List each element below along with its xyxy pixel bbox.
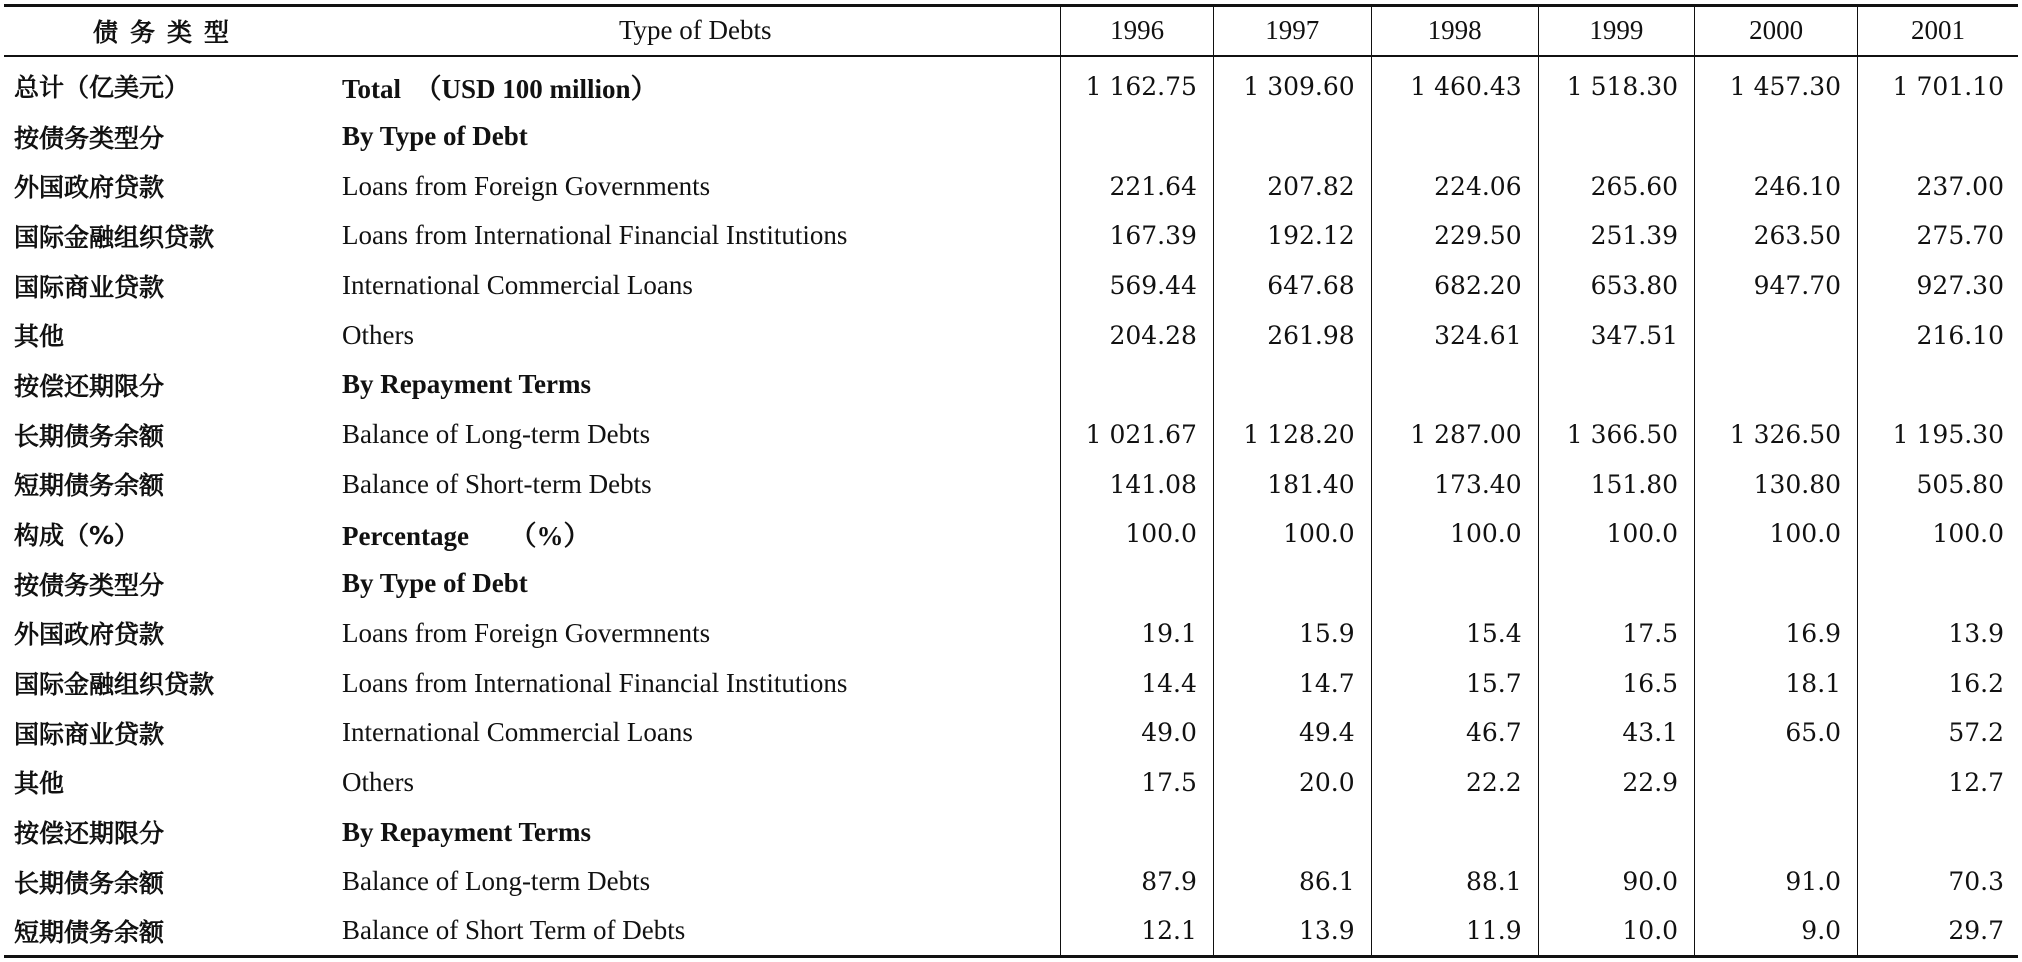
value-cell-1998: 88.1 [1371, 857, 1538, 907]
value-cell-1996: 49.0 [1061, 708, 1213, 758]
value-cell-1999 [1538, 559, 1694, 609]
header-row [4, 6, 2018, 56]
value-cell-2001: 16.2 [1858, 658, 2018, 708]
table-row [4, 161, 2018, 211]
value-cell-2001: 1 701.10 [1858, 56, 2018, 112]
value-cell-1996: 204.28 [1061, 310, 1213, 360]
row-label-en: Loans from International Financial Institutions [342, 667, 848, 698]
value-cell-1999: 17.5 [1538, 609, 1694, 659]
value-cell-1997: 49.4 [1213, 708, 1371, 758]
value-cell-1997 [1213, 360, 1371, 410]
value-cell-1997: 14.7 [1213, 658, 1371, 708]
value-cell-1997: 1 128.20 [1213, 410, 1371, 460]
row-label-en: Others [342, 319, 414, 350]
value-cell-1998 [1371, 559, 1538, 609]
value-cell-1998 [1371, 807, 1538, 857]
value-cell-2000: 16.9 [1695, 609, 1858, 659]
value-cell-2001: 216.10 [1858, 310, 2018, 360]
value-cell-1999: 151.80 [1538, 459, 1694, 509]
row-label-en: International Commercial Loans [342, 717, 693, 748]
row-label-en: Balance of Long-term Debts [342, 866, 651, 897]
value-cell-1999: 1 518.30 [1538, 56, 1694, 112]
table-row [4, 310, 2018, 360]
row-label-cn: 构成（%） [14, 520, 140, 550]
value-cell-2000 [1695, 112, 1858, 162]
value-cell-1997 [1213, 112, 1371, 162]
table-row [4, 410, 2018, 460]
table-row [4, 857, 2018, 907]
value-cell-1996: 1 162.75 [1061, 56, 1213, 112]
value-cell-1999: 265.60 [1538, 161, 1694, 211]
value-cell-1998: 1 287.00 [1371, 410, 1538, 460]
row-label-en: Balance of Long-term Debts [342, 419, 651, 450]
value-cell-2000: 18.1 [1695, 658, 1858, 708]
value-cell-1998: 15.4 [1371, 609, 1538, 659]
value-cell-2000 [1695, 807, 1858, 857]
header-year-2000: 2000 [1695, 6, 1858, 56]
value-cell-2001: 505.80 [1858, 459, 2018, 509]
header-type-en: Type of Debts [330, 6, 1061, 56]
header-year-2001: 2001 [1858, 6, 2018, 56]
row-label-en: Balance of Short-term Debts [342, 468, 652, 499]
value-cell-1998: 1 460.43 [1371, 56, 1538, 112]
row-label-en: By Repayment Terms [342, 369, 592, 400]
table-row [4, 261, 2018, 311]
value-cell-1998: 224.06 [1371, 161, 1538, 211]
value-cell-1996 [1061, 112, 1213, 162]
table-row [4, 807, 2018, 857]
value-cell-2000: 130.80 [1695, 459, 1858, 509]
value-cell-2001: 13.9 [1858, 609, 2018, 659]
value-cell-2000: 91.0 [1695, 857, 1858, 907]
value-cell-1997: 20.0 [1213, 758, 1371, 808]
value-cell-1999: 10.0 [1538, 907, 1694, 957]
value-cell-1996 [1061, 807, 1213, 857]
value-cell-2000 [1695, 758, 1858, 808]
value-cell-1999: 653.80 [1538, 261, 1694, 311]
table-body [4, 56, 2018, 957]
value-cell-1997: 86.1 [1213, 857, 1371, 907]
value-cell-1997: 261.98 [1213, 310, 1371, 360]
value-cell-1999: 22.9 [1538, 758, 1694, 808]
value-cell-2000: 9.0 [1695, 907, 1858, 957]
value-cell-1998: 229.50 [1371, 211, 1538, 261]
table-row [4, 211, 2018, 261]
value-cell-2000: 263.50 [1695, 211, 1858, 261]
value-cell-2001: 29.7 [1858, 907, 2018, 957]
value-cell-2000: 1 326.50 [1695, 410, 1858, 460]
value-cell-2001: 1 195.30 [1858, 410, 2018, 460]
value-cell-1996: 141.08 [1061, 459, 1213, 509]
value-cell-1997: 192.12 [1213, 211, 1371, 261]
value-cell-1996: 221.64 [1061, 161, 1213, 211]
row-label-en: Loans from International Financial Institutions [342, 220, 848, 251]
value-cell-2001 [1858, 112, 2018, 162]
value-cell-1996: 12.1 [1061, 907, 1213, 957]
row-label-cn: 其他 [14, 769, 65, 799]
value-cell-1998: 324.61 [1371, 310, 1538, 360]
row-label-en: International Commercial Loans [342, 270, 693, 301]
value-cell-1997 [1213, 807, 1371, 857]
value-cell-1998: 46.7 [1371, 708, 1538, 758]
table-row [4, 758, 2018, 808]
value-cell-1999 [1538, 360, 1694, 410]
table-row [4, 708, 2018, 758]
value-cell-1996: 14.4 [1061, 658, 1213, 708]
value-cell-1997: 1 309.60 [1213, 56, 1371, 112]
value-cell-1996 [1061, 360, 1213, 410]
value-cell-1996: 1 021.67 [1061, 410, 1213, 460]
value-cell-1996: 167.39 [1061, 211, 1213, 261]
table-row [4, 559, 2018, 609]
table-row [4, 907, 2018, 957]
value-cell-1996: 17.5 [1061, 758, 1213, 808]
value-cell-1998: 100.0 [1371, 509, 1538, 559]
row-label-cn: 国际金融组织贷款 [14, 222, 215, 252]
table-row [4, 56, 2018, 112]
table-row [4, 658, 2018, 708]
value-cell-2001: 70.3 [1858, 857, 2018, 907]
row-label-cn: 按债务类型分 [14, 123, 165, 153]
value-cell-1999 [1538, 807, 1694, 857]
row-label-cn: 按偿还期限分 [14, 371, 165, 401]
value-cell-1998: 173.40 [1371, 459, 1538, 509]
value-cell-1999 [1538, 112, 1694, 162]
row-label-cn: 短期债务余额 [14, 917, 165, 947]
row-label-en: Others [342, 766, 414, 797]
value-cell-2000 [1695, 360, 1858, 410]
table-row [4, 112, 2018, 162]
value-cell-2001: 57.2 [1858, 708, 2018, 758]
row-label-cn: 总计（亿美元） [14, 73, 190, 103]
row-label-en: Loans from Foreign Governments [342, 170, 711, 201]
header-year-1999: 1999 [1538, 6, 1694, 56]
row-label-en: Balance of Short Term of Debts [342, 915, 686, 946]
value-cell-1996: 19.1 [1061, 609, 1213, 659]
header-type-cn: 债务类型 [4, 6, 330, 56]
row-label-en: Percentage （%） [342, 521, 591, 552]
value-cell-2001 [1858, 807, 2018, 857]
table-row [4, 459, 2018, 509]
row-label-cn: 长期债务余额 [14, 421, 165, 451]
value-cell-1999: 16.5 [1538, 658, 1694, 708]
row-label-cn: 外国政府贷款 [14, 173, 165, 203]
row-label-cn: 按偿还期限分 [14, 819, 165, 849]
value-cell-1998: 11.9 [1371, 907, 1538, 957]
row-label-cn: 外国政府贷款 [14, 620, 165, 650]
value-cell-1998 [1371, 360, 1538, 410]
value-cell-1996: 87.9 [1061, 857, 1213, 907]
value-cell-1997 [1213, 559, 1371, 609]
value-cell-1999: 1 366.50 [1538, 410, 1694, 460]
table-row [4, 360, 2018, 410]
value-cell-1999: 90.0 [1538, 857, 1694, 907]
value-cell-2000 [1695, 559, 1858, 609]
value-cell-1996: 569.44 [1061, 261, 1213, 311]
value-cell-2001: 237.00 [1858, 161, 2018, 211]
value-cell-1998: 15.7 [1371, 658, 1538, 708]
value-cell-1998: 22.2 [1371, 758, 1538, 808]
value-cell-1999: 43.1 [1538, 708, 1694, 758]
table-row [4, 609, 2018, 659]
value-cell-2000: 65.0 [1695, 708, 1858, 758]
row-label-cn: 短期债务余额 [14, 471, 165, 501]
value-cell-2001: 275.70 [1858, 211, 2018, 261]
value-cell-1997: 181.40 [1213, 459, 1371, 509]
external-debt-table [4, 4, 2018, 958]
value-cell-1999: 251.39 [1538, 211, 1694, 261]
table-row [4, 509, 2018, 559]
row-label-cn: 国际商业贷款 [14, 272, 165, 302]
value-cell-2000: 947.70 [1695, 261, 1858, 311]
value-cell-2000: 1 457.30 [1695, 56, 1858, 112]
row-label-cn: 国际金融组织贷款 [14, 670, 215, 700]
value-cell-2000 [1695, 310, 1858, 360]
value-cell-1999: 100.0 [1538, 509, 1694, 559]
value-cell-1997: 15.9 [1213, 609, 1371, 659]
row-label-en: By Type of Debt [342, 121, 528, 152]
row-label-cn: 按债务类型分 [14, 570, 165, 600]
header-year-1997: 1997 [1213, 6, 1371, 56]
row-label-cn: 国际商业贷款 [14, 719, 165, 749]
row-label-en: Total （USD 100 million） [342, 73, 658, 104]
value-cell-1997: 647.68 [1213, 261, 1371, 311]
row-label-en: By Type of Debt [342, 568, 528, 599]
row-label-cn: 长期债务余额 [14, 868, 165, 898]
row-label-cn: 其他 [14, 322, 65, 352]
value-cell-1997: 207.82 [1213, 161, 1371, 211]
value-cell-2000: 100.0 [1695, 509, 1858, 559]
header-year-1998: 1998 [1371, 6, 1538, 56]
value-cell-1999: 347.51 [1538, 310, 1694, 360]
value-cell-1998 [1371, 112, 1538, 162]
row-label-en: By Repayment Terms [342, 816, 592, 847]
value-cell-1996: 100.0 [1061, 509, 1213, 559]
value-cell-2001: 100.0 [1858, 509, 2018, 559]
value-cell-1998: 682.20 [1371, 261, 1538, 311]
value-cell-1997: 100.0 [1213, 509, 1371, 559]
row-label-en: Loans from Foreign Govermnents [342, 617, 711, 648]
value-cell-1996 [1061, 559, 1213, 609]
value-cell-2001 [1858, 559, 2018, 609]
value-cell-1997: 13.9 [1213, 907, 1371, 957]
value-cell-2001: 927.30 [1858, 261, 2018, 311]
value-cell-2000: 246.10 [1695, 161, 1858, 211]
header-year-1996: 1996 [1061, 6, 1213, 56]
value-cell-2001 [1858, 360, 2018, 410]
value-cell-2001: 12.7 [1858, 758, 2018, 808]
